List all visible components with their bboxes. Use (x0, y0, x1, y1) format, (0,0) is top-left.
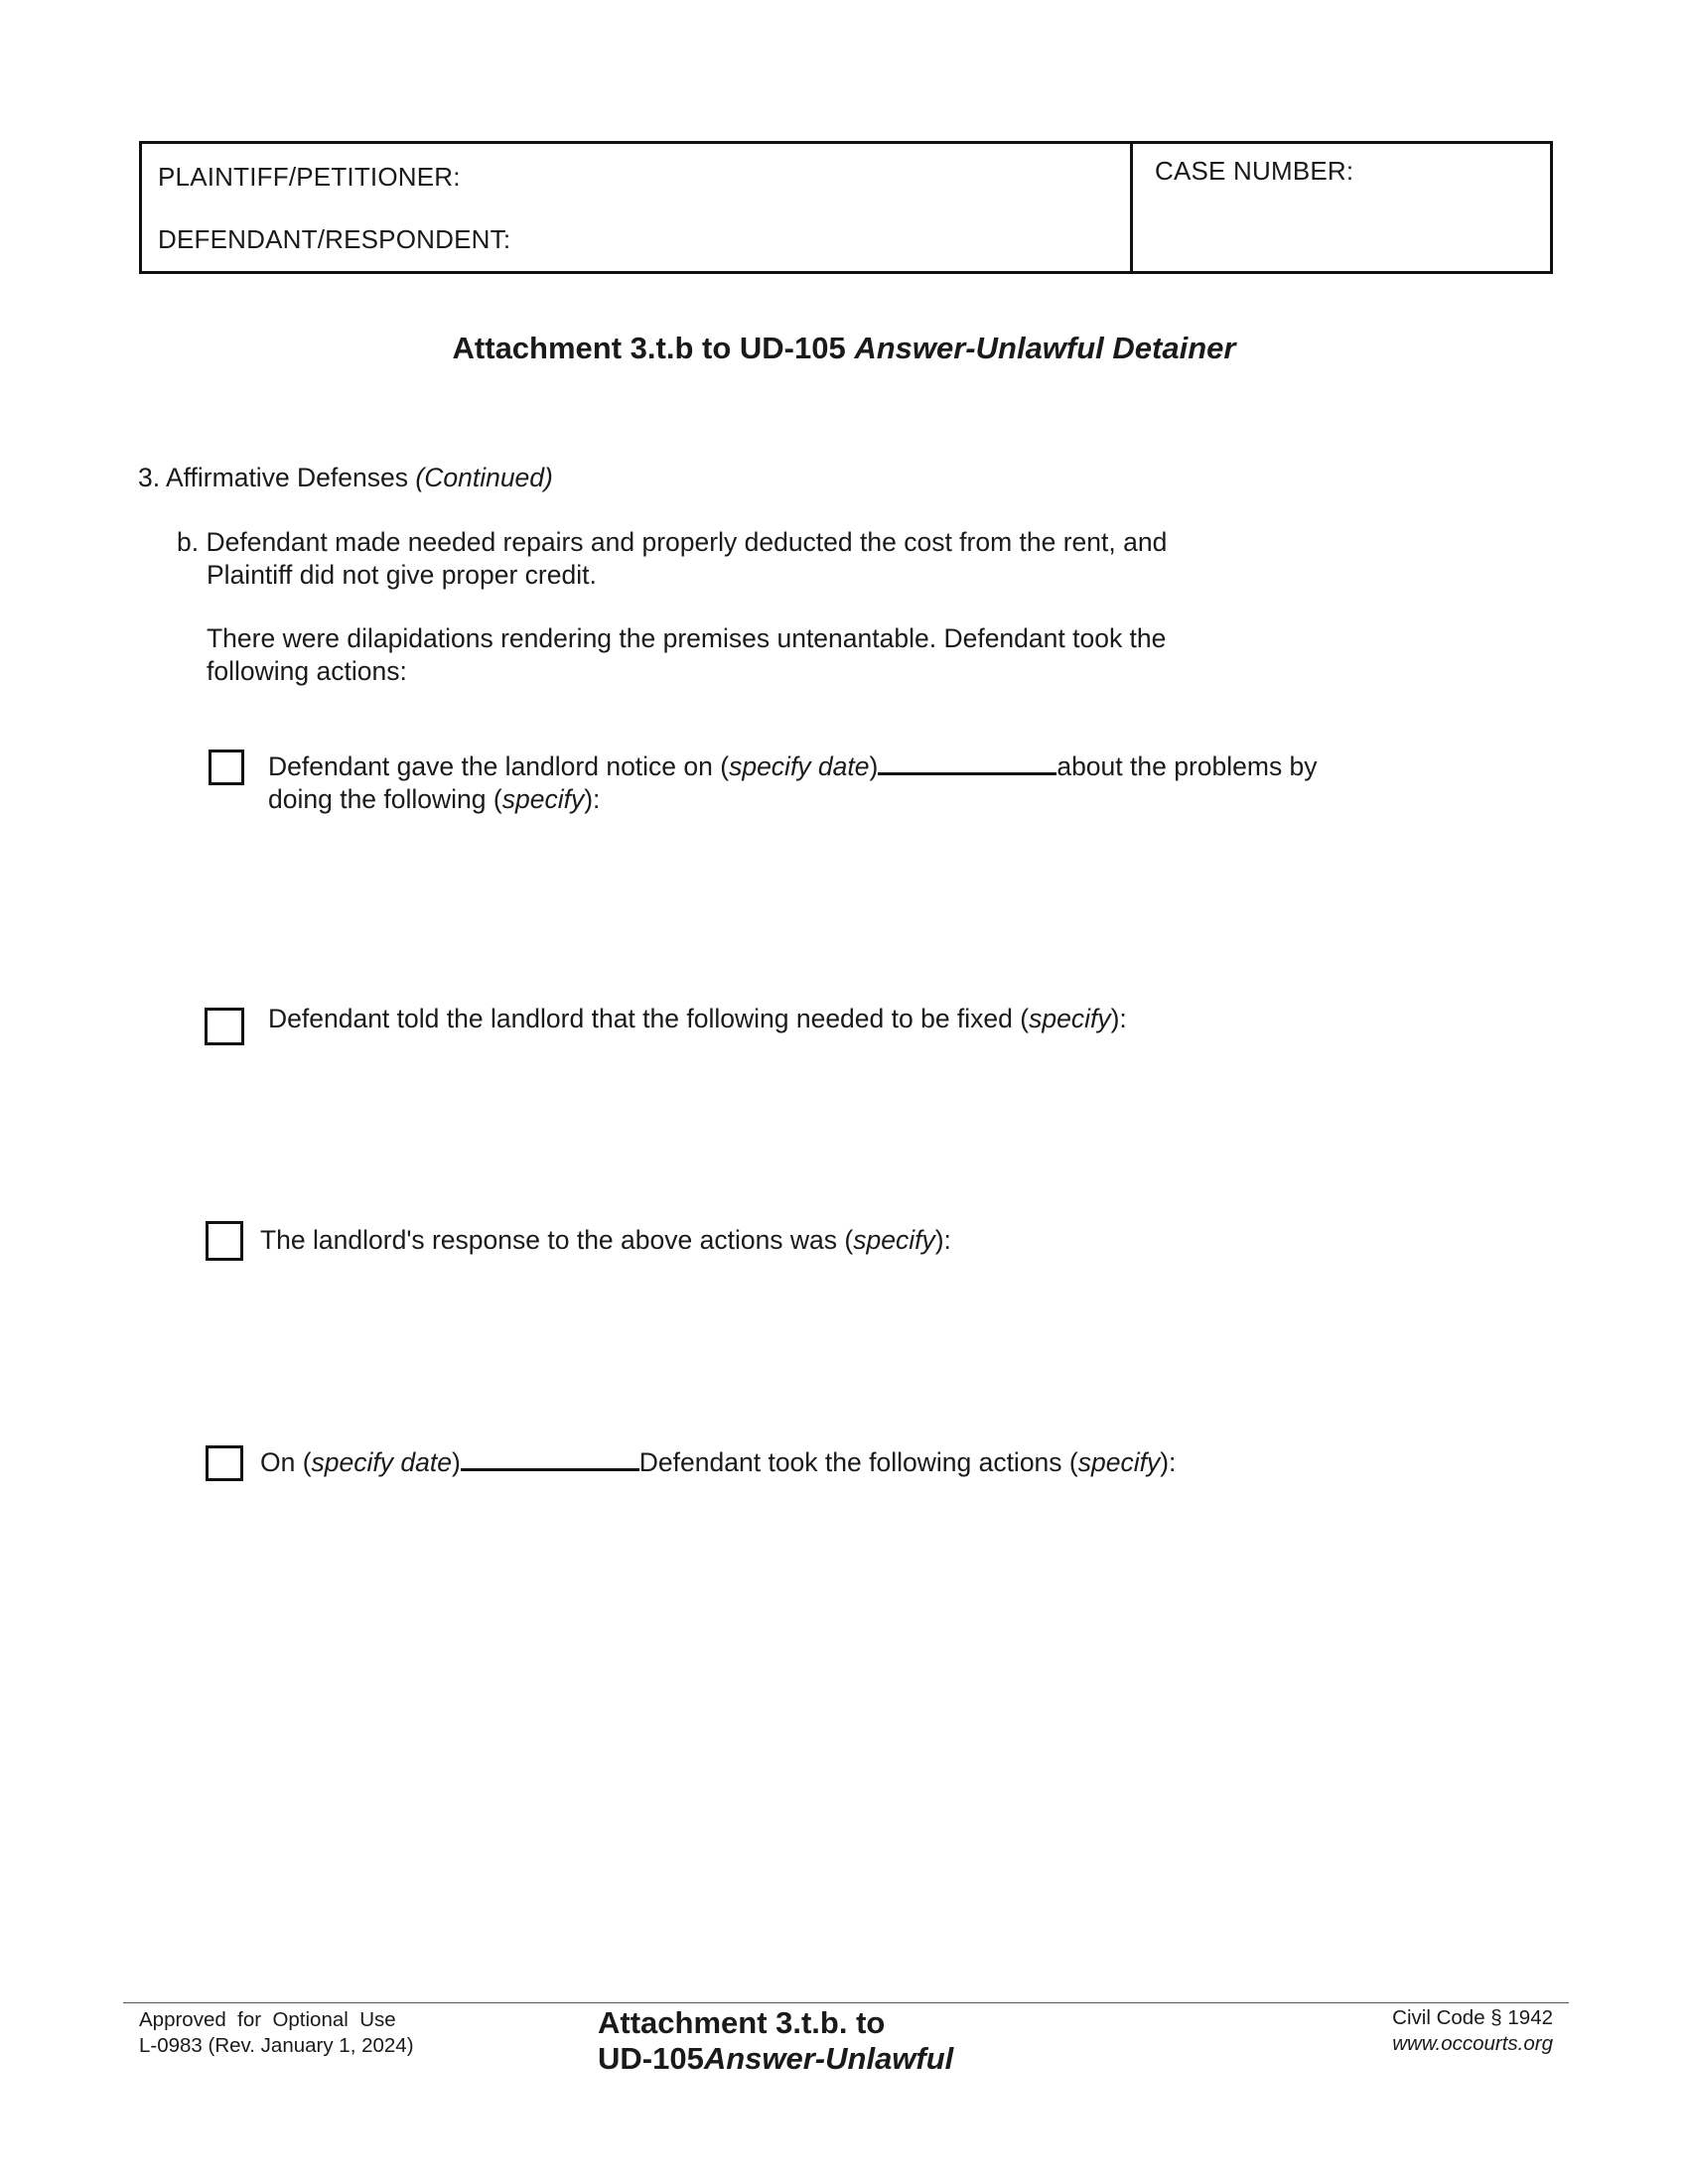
notice-line2-text1: doing the following ( (268, 784, 502, 814)
actions-option (260, 1446, 1176, 1479)
actions-text1: On ( (260, 1447, 312, 1477)
told-checkbox[interactable] (205, 1008, 244, 1045)
actions-text4: ): (1160, 1447, 1177, 1477)
footer-approved: Approved for Optional Use (139, 2008, 396, 2031)
told-option (268, 1003, 1127, 1035)
told-text1: Defendant told the landlord that the following needed to be fixed ( (268, 1004, 1030, 1033)
plaintiff-label: PLAINTIFF/PETITIONER: (158, 162, 461, 192)
section-heading-italic: (Continued) (415, 463, 553, 492)
caption-box (139, 141, 1553, 274)
page-title (0, 331, 1688, 366)
actions-checkbox[interactable] (206, 1445, 243, 1481)
response-text2: ): (934, 1225, 951, 1255)
response-italic: specify (853, 1225, 935, 1255)
footer-divider (123, 2002, 1569, 2003)
actions-italic1: specify date (311, 1447, 452, 1477)
title-prefix: Attachment 3.t.b to UD-105 (452, 331, 846, 365)
notice-text1: Defendant gave the landlord notice on ( (268, 751, 730, 781)
footer-title-italic: Answer-Unlawful (703, 2041, 954, 2076)
actions-text2: ) (451, 1447, 461, 1477)
footer-civil-code: Civil Code § 1942 (1392, 2006, 1553, 2029)
item-b (177, 526, 1167, 592)
section-heading (138, 462, 553, 494)
notice-line2-italic: specify (501, 784, 585, 814)
notice-option (268, 751, 1318, 816)
footer-title-line1: Attachment 3.t.b. to (598, 2005, 886, 2040)
notice-date-blank[interactable] (878, 751, 1056, 775)
item-b-line2: Plaintiff did not give proper credit. (207, 560, 597, 590)
notice-italic1: specify date (729, 751, 870, 781)
defendant-label: DEFENDANT/RESPONDENT: (158, 224, 511, 254)
told-text2: ): (1110, 1004, 1127, 1033)
party-names-cell (142, 144, 1133, 271)
actions-text3: Defendant took the following actions ( (638, 1447, 1078, 1477)
told-italic: specify (1029, 1004, 1111, 1033)
footer-website[interactable]: www.occourts.org (1392, 2032, 1553, 2055)
item-b-line1: b. Defendant made needed repairs and properly deducted the cost from the rent, and (177, 527, 1168, 557)
response-text1: The landlord's response to the above actions was ( (260, 1225, 854, 1255)
title-italic: Answer-Unlawful Detainer (854, 331, 1236, 365)
footer-title (598, 2005, 953, 2077)
response-checkbox[interactable] (206, 1221, 243, 1261)
footer-title-prefix: UD-105 (598, 2041, 704, 2076)
footer-left (139, 2007, 414, 2059)
para2-line2: following actions: (207, 656, 407, 686)
dilapidations-paragraph (207, 622, 1166, 688)
case-number-label: CASE NUMBER: (1155, 156, 1354, 186)
notice-text3: about the problems by (1056, 751, 1318, 781)
notice-line2-text2: ): (584, 784, 601, 814)
para2-line1: There were dilapidations rendering the premises untenantable. Defendant took the (207, 623, 1167, 653)
actions-italic2: specify (1077, 1447, 1161, 1477)
footer-right (1261, 2005, 1553, 2057)
notice-checkbox[interactable] (209, 750, 244, 785)
footer-form-number: L-0983 (Rev. January 1, 2024) (139, 2034, 414, 2057)
notice-text2: ) (869, 751, 879, 781)
response-option (260, 1224, 951, 1257)
section-heading-text: 3. Affirmative Defenses (138, 463, 409, 492)
actions-date-blank[interactable] (461, 1446, 639, 1471)
